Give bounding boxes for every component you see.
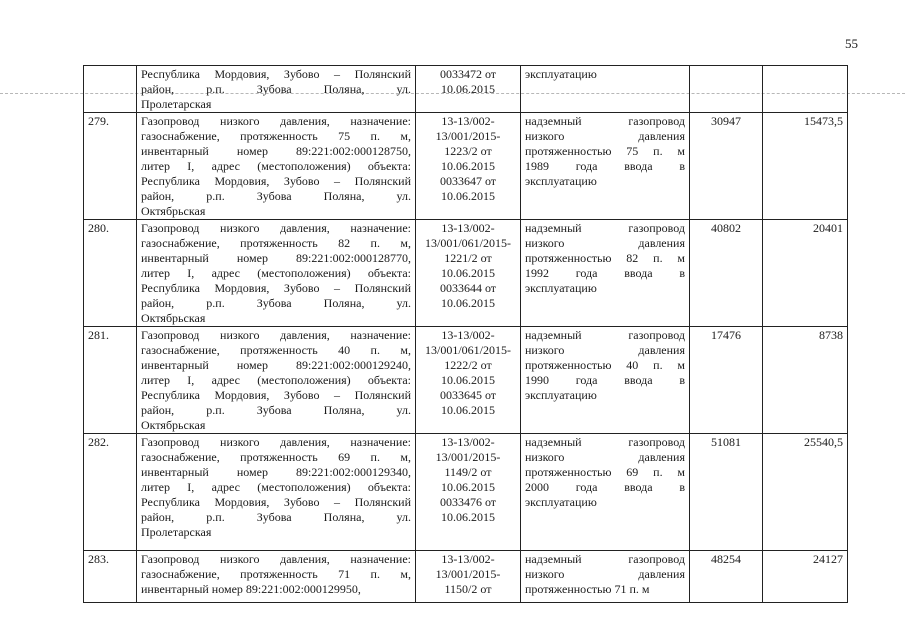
residual-value: 15473,5 (804, 114, 843, 128)
characteristics-line: 2000 года ввода в (525, 480, 685, 494)
description-line: Пролетарская (141, 525, 212, 539)
description-line: Газопровод низкого давления, назначение: (141, 114, 411, 128)
description-line: Октябрьская (141, 311, 206, 325)
value-cell-2 (763, 66, 848, 113)
description-line: газоснабжение, протяженность 71 п. м, (141, 567, 411, 581)
row-number: 279. (88, 114, 109, 128)
residual-value: 20401 (813, 221, 843, 235)
registration-cell (416, 220, 521, 327)
row-number-cell (84, 327, 137, 434)
value-cell-1 (690, 434, 763, 551)
description-line: Республика Мордовия, Зубово – Полянский (141, 388, 411, 402)
description-line: Республика Мордовия, Зубово – Полянский (141, 281, 411, 295)
table-row (84, 434, 848, 551)
object-characteristics (525, 221, 685, 296)
characteristics-line: протяженностью 75 п. м (525, 144, 685, 158)
registration-record: 13-13/002- 13/001/2015- 1223/2 от 10.06.2015 0033647 от 10.06.2015 (435, 114, 501, 203)
object-description (141, 328, 411, 433)
characteristics-line: надземный газопровод (525, 221, 685, 235)
characteristics-line: низкого давления (525, 236, 685, 250)
characteristics-line: эксплуатацию (525, 67, 597, 81)
description-line: инвентарный номер 89:221:002:000129950, (141, 582, 361, 596)
table-row (84, 220, 848, 327)
description-line: район, р.п. Зубова Поляна, ул. (141, 510, 411, 524)
object-description-cell (137, 220, 416, 327)
object-characteristics (525, 67, 685, 82)
characteristics-line: 1992 года ввода в (525, 266, 685, 280)
row-number: 281. (88, 328, 109, 342)
row-number: 282. (88, 435, 109, 449)
characteristics-cell (521, 220, 690, 327)
characteristics-line: надземный газопровод (525, 435, 685, 449)
value-cell-2 (763, 551, 848, 603)
registration-record: 0033472 от 10.06.2015 (439, 67, 497, 96)
description-line: Газопровод низкого давления, назначение: (141, 221, 411, 235)
object-description (141, 114, 411, 219)
table-row (84, 551, 848, 603)
description-line: газоснабжение, протяженность 82 п. м, (141, 236, 411, 250)
description-line: литер I, адрес (местоположения) объекта: (141, 159, 411, 173)
description-line: Республика Мордовия, Зубово – Полянский (141, 67, 411, 81)
registration-cell (416, 327, 521, 434)
description-line: Газопровод низкого давления, назначение: (141, 435, 411, 449)
characteristics-line: эксплуатацию (525, 174, 597, 188)
book-value: 17476 (711, 328, 741, 342)
characteristics-line: протяженностью 40 п. м (525, 358, 685, 372)
description-line: Газопровод низкого давления, назначение: (141, 328, 411, 342)
description-line: газоснабжение, протяженность 75 п. м, (141, 129, 411, 143)
description-line: литер I, адрес (местоположения) объекта: (141, 266, 411, 280)
registration-record: 13-13/002- 13/001/061/2015- 1221/2 от 10.06.2015 0033644 от 10.06.2015 (425, 221, 511, 310)
object-description-cell (137, 113, 416, 220)
characteristics-line: надземный газопровод (525, 114, 685, 128)
characteristics-line: 1989 года ввода в (525, 159, 685, 173)
row-number: 280. (88, 221, 109, 235)
description-line: Газопровод низкого давления, назначение: (141, 552, 411, 566)
characteristics-line: протяженностью 71 п. м (525, 582, 650, 596)
registration-cell (416, 113, 521, 220)
row-number-cell (84, 220, 137, 327)
characteristics-line: протяженностью 69 п. м (525, 465, 685, 479)
description-line: Республика Мордовия, Зубово – Полянский (141, 495, 411, 509)
characteristics-cell (521, 434, 690, 551)
characteristics-line: надземный газопровод (525, 552, 685, 566)
value-cell-2 (763, 434, 848, 551)
description-line: инвентарный номер 89:221:002:000129240, (141, 358, 411, 372)
characteristics-cell (521, 327, 690, 434)
registration-record: 13-13/002- 13/001/2015- 1149/2 от 10.06.2015 0033476 от 10.06.2015 (435, 435, 501, 524)
value-cell-1 (690, 113, 763, 220)
characteristics-line: 1990 года ввода в (525, 373, 685, 387)
object-description (141, 552, 411, 597)
characteristics-cell (521, 551, 690, 603)
registration-cell (416, 66, 521, 113)
value-cell-1 (690, 327, 763, 434)
registration-cell (416, 434, 521, 551)
description-line: район, р.п. Зубова Поляна, ул. (141, 189, 411, 203)
characteristics-cell (521, 113, 690, 220)
object-characteristics (525, 552, 685, 597)
object-description (141, 67, 411, 112)
description-line: район, р.п. Зубова Поляна, ул. (141, 296, 411, 310)
object-description-cell (137, 551, 416, 603)
row-number-cell (84, 113, 137, 220)
row-number-cell (84, 434, 137, 551)
description-line: литер I, адрес (местоположения) объекта: (141, 480, 411, 494)
description-line: Республика Мордовия, Зубово – Полянский (141, 174, 411, 188)
registration-cell (416, 551, 521, 603)
registration-record: 13-13/002- 13/001/061/2015- 1222/2 от 10.06.2015 0033645 от 10.06.2015 (425, 328, 511, 417)
description-line: район, р.п. Зубова Поляна, ул. (141, 403, 411, 417)
row-number-cell (84, 66, 137, 113)
object-description-cell (137, 327, 416, 434)
object-description-cell (137, 66, 416, 113)
book-value: 30947 (711, 114, 741, 128)
residual-value: 25540,5 (804, 435, 843, 449)
value-cell-2 (763, 327, 848, 434)
characteristics-line: низкого давления (525, 129, 685, 143)
table-body (84, 66, 848, 603)
description-line: инвентарный номер 89:221:002:000128750, (141, 144, 411, 158)
description-line: литер I, адрес (местоположения) объекта: (141, 373, 411, 387)
object-characteristics (525, 435, 685, 510)
characteristics-line: низкого давления (525, 567, 685, 581)
description-line: инвентарный номер 89:221:002:000128770, (141, 251, 411, 265)
characteristics-line: эксплуатацию (525, 388, 597, 402)
object-description-cell (137, 434, 416, 551)
table-row (84, 327, 848, 434)
book-value: 40802 (711, 221, 741, 235)
characteristics-line: эксплуатацию (525, 281, 597, 295)
characteristics-line: низкого давления (525, 343, 685, 357)
residual-value: 24127 (813, 552, 843, 566)
object-description (141, 221, 411, 326)
object-description (141, 435, 411, 540)
book-value: 48254 (711, 552, 741, 566)
description-line: Октябрьская (141, 418, 206, 432)
property-registry-table (83, 65, 848, 603)
row-number: 283. (88, 552, 109, 566)
table-row (84, 66, 848, 113)
registration-record: 13-13/002- 13/001/2015- 1150/2 от (435, 552, 501, 596)
characteristics-line: низкого давления (525, 450, 685, 464)
description-line: Октябрьская (141, 204, 206, 218)
value-cell-1 (690, 220, 763, 327)
value-cell-2 (763, 113, 848, 220)
residual-value: 8738 (819, 328, 843, 342)
characteristics-cell (521, 66, 690, 113)
table-row (84, 113, 848, 220)
page-number: 55 (845, 36, 858, 51)
description-line: инвентарный номер 89:221:002:000129340, (141, 465, 411, 479)
object-characteristics (525, 328, 685, 403)
row-number-cell (84, 551, 137, 603)
description-line: газоснабжение, протяженность 40 п. м, (141, 343, 411, 357)
characteristics-line: протяженностью 82 п. м (525, 251, 685, 265)
value-cell-1 (690, 66, 763, 113)
characteristics-line: эксплуатацию (525, 495, 597, 509)
description-line: Пролетарская (141, 97, 212, 111)
object-characteristics (525, 114, 685, 189)
value-cell-2 (763, 220, 848, 327)
description-line: газоснабжение, протяженность 69 п. м, (141, 450, 411, 464)
book-value: 51081 (711, 435, 741, 449)
characteristics-line: надземный газопровод (525, 328, 685, 342)
description-line: район, р.п. Зубова Поляна, ул. (141, 82, 411, 96)
value-cell-1 (690, 551, 763, 603)
